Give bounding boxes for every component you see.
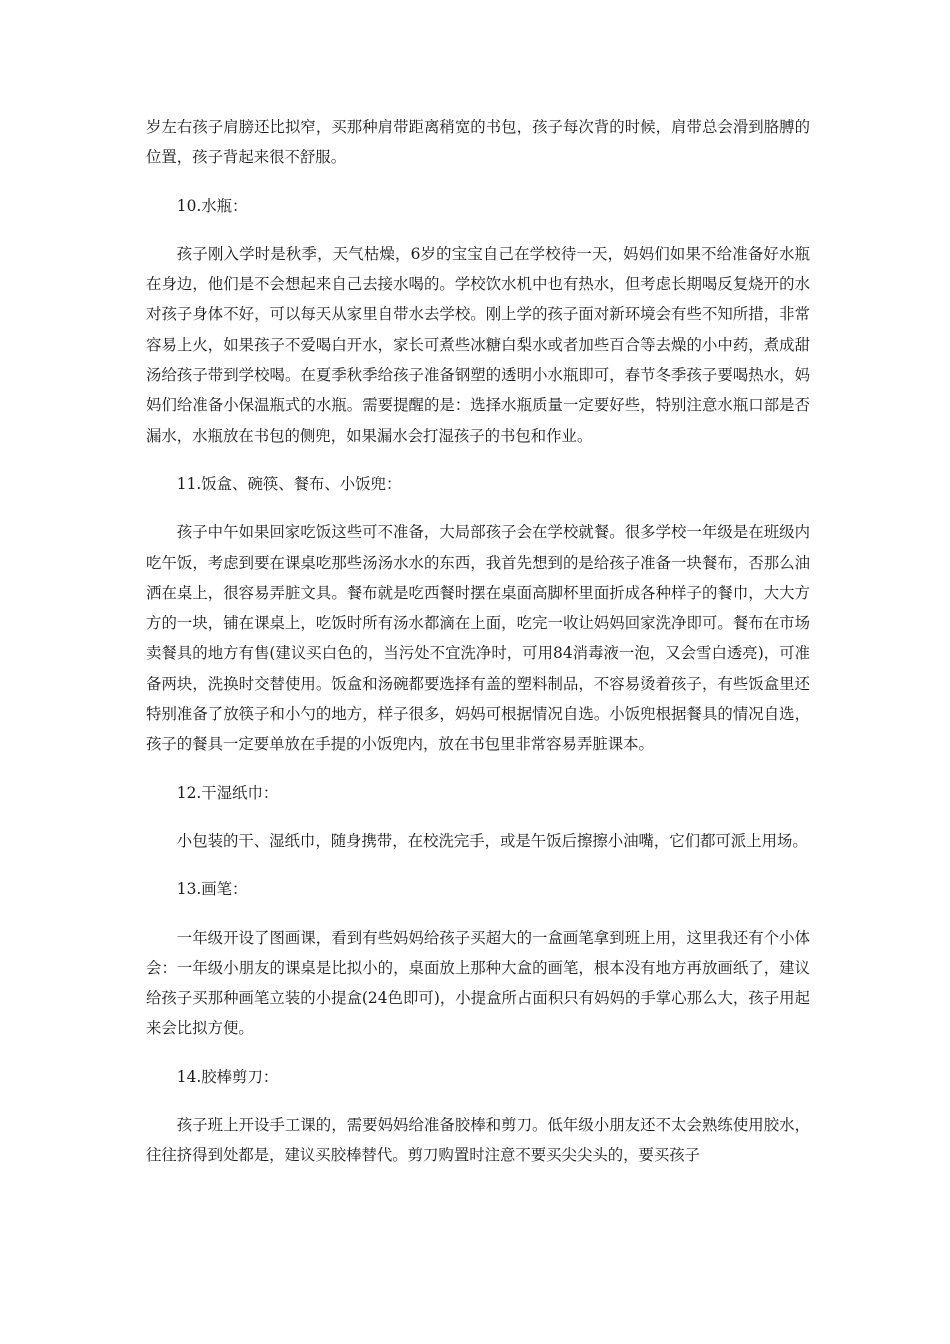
paragraph-lunch-box: 孩子中午如果回家吃饭这些可不准备，大局部孩子会在学校就餐。很多学校一年级是在班级内吃午饭，考虑到要在课桌吃那些汤汤水水的东西，我首先想到的是给孩子准备一块餐布，否那么油洒在桌上，很容易弄脏文具。餐布就是吃西餐时摆在桌面高脚杯里面折成各种样子的餐巾，大大方方的一块，铺在课桌上，吃饭时所有汤水都滴在上面，吃完一收让妈妈回家洗净即可。餐布在市场卖餐具的地方有售(建议买白色的，当污处不宜洗净时，可用84消毒液一泡，又会雪白透亮)，可准备两块，洗换时交替使用。饭盒和汤碗都要选择有盖的塑料制品，不容易烫着孩子，有些饭盒里还特别准备了放筷子和小勺的地方，样子很多，妈妈可根据情况自选。小饭兜根据餐具的情况自选，孩子的餐具一定要单放在手提的小饭兜内，放在书包里非常容易弄脏课本。 (146, 523, 810, 754)
paragraph-tissues: 小包装的干、湿纸巾，随身携带，在校洗完手，或是午饭后擦擦小油嘴，它们都可派上用场。 (176, 831, 808, 850)
paragraph-glue-scissors: 孩子班上开设手工课的，需要妈妈给准备胶棒和剪刀。低年级小朋友还不太会熟练使用胶水，往往挤得到处都是，建议买胶棒替代。剪刀购置时注意不要买尖尖头的，要买孩子 (146, 1116, 810, 1165)
heading-lunch-box: 11.饭盒、碗筷、餐布、小饭兜： (176, 474, 402, 493)
paragraph-paint-brushes: 一年级开设了图画课，看到有些妈妈给孩子买超大的一盒画笔拿到班上用，这里我还有个小体会：一年级小朋友的课桌是比拟小的，桌面放上那种大盒的画笔，根本没有地方再放画纸了，建议给孩子买那种画笔立装的小提盒(24色即可)，小提盒所占面积只有妈妈的手掌心那么大，孩子用起来会比拟方便。 (146, 928, 810, 1038)
heading-water-bottle: 10.水瓶： (176, 196, 248, 215)
document-body (146, 112, 810, 1189)
paragraph-water-bottle: 孩子刚入学时是秋季，天气枯燥，6岁的宝宝自己在学校待一天，妈妈们如果不给准备好水瓶在身边，他们是不会想起来自己去接水喝的。学校饮水机中也有热水，但考虑长期喝反复烧开的水对孩子身体不好，可以每天从家里自带水去学校。刚上学的孩子面对新环境会有些不知所措，非常容易上火，如果孩子不爱喝白开水，家长可煮些冰糖白梨水或者加些百合等去燥的小中药，煮成甜汤给孩子带到学校喝。在夏季秋季给孩子准备钢塑的透明小水瓶即可，春节冬季孩子要喝热水，妈妈们给准备小保温瓶式的水瓶。需要提醒的是：选择水瓶质量一定要好些，特别注意水瓶口部是否漏水，水瓶放在书包的侧兜，如果漏水会打湿孩子的书包和作业。 (146, 244, 810, 445)
heading-tissues: 12.干湿纸巾： (176, 783, 279, 802)
heading-paint-brushes: 13.画笔： (176, 880, 248, 899)
paragraph-backpack-continued: 岁左右孩子肩膀还比拟窄，买那种肩带距离稍宽的书包，孩子每次背的时候，肩带总会滑到胳膊的位置，孩子背起来很不舒服。 (146, 118, 810, 167)
heading-glue-scissors: 14.胶棒剪刀： (176, 1067, 279, 1086)
